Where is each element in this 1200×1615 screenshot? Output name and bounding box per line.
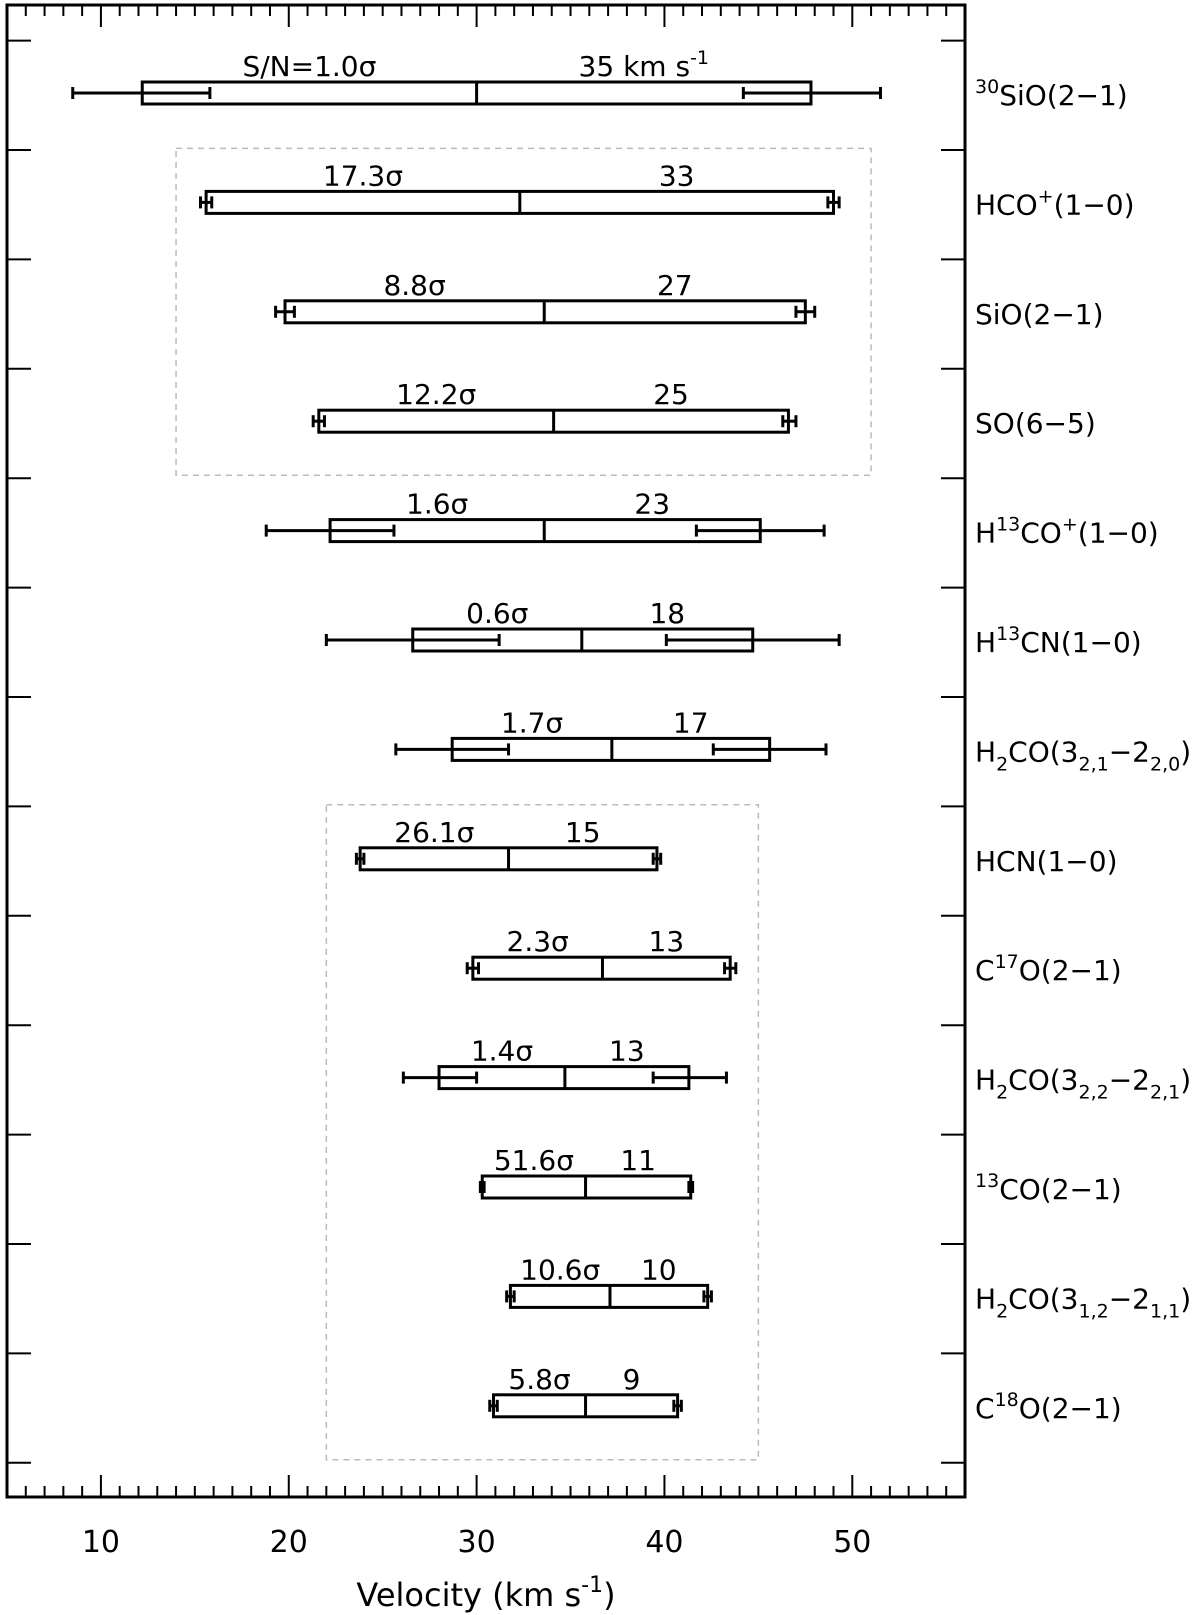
line-name-label: $H^{13}CN(1-0)$ [975, 623, 1142, 659]
line-name-label: $C^{18}O(2-1)$ [975, 1388, 1122, 1425]
width-label: 27 [656, 268, 693, 302]
width-label: 11 [620, 1144, 656, 1177]
x-tick-label: 20 [269, 1525, 308, 1560]
line-name-label: $H_2CO(3_{1,2}-2_{1,1})$ [975, 1282, 1192, 1323]
snr-label: 8.8σ [383, 268, 446, 302]
row-9 [403, 1035, 726, 1089]
row-11 [507, 1253, 712, 1307]
group-dashed-box [326, 805, 758, 1460]
width-label: 15 [564, 815, 601, 849]
snr-label: 0.6σ [466, 597, 529, 630]
snr-label: S/N=1.0σ [242, 50, 377, 83]
line-name-label: $^{13}$CO(2−1) [975, 1170, 1122, 1206]
width-label: 10 [640, 1253, 677, 1287]
line-name-label: $H_2CO(3_{2,2}-2_{2,1})$ [975, 1063, 1192, 1104]
row-5 [326, 597, 839, 651]
row-3 [313, 378, 796, 432]
row-7 [356, 816, 660, 870]
snr-label: 26.1σ [394, 815, 475, 849]
x-tick-label: 50 [833, 1525, 872, 1560]
x-axis-label: Velocity (km $s^{-1}$) [356, 1573, 616, 1614]
width-label: 9 [622, 1362, 641, 1396]
x-tick-labels [82, 1525, 872, 1560]
snr-label: 1.7σ [500, 706, 564, 740]
x-tick-label: 30 [457, 1525, 496, 1560]
row-4 [266, 488, 824, 542]
width-label: 25 [653, 378, 689, 412]
x-tick-label: 40 [645, 1525, 684, 1560]
line-labels [975, 76, 1191, 1425]
x-tick-label: 10 [81, 1525, 121, 1560]
line-name-label: $H_2CO(3_{2,1}-2_{2,0})$ [975, 735, 1192, 776]
row-8 [467, 925, 736, 979]
data-rows [73, 47, 881, 1417]
width-label: 18 [649, 597, 686, 630]
row-2 [276, 269, 815, 323]
line-name-label: HCO+(1−0) [975, 185, 1135, 222]
snr-label: 10.6σ [520, 1253, 601, 1287]
width-label: 23 [634, 487, 671, 521]
snr-label: 5.8σ [508, 1362, 571, 1396]
width-label: 33 [658, 159, 695, 193]
snr-label: 12.2σ [396, 378, 477, 412]
snr-label: 51.6σ [493, 1144, 574, 1177]
line-name-label: SiO(2−1) [975, 297, 1104, 331]
width-label: 17 [672, 706, 709, 740]
row-1 [200, 159, 839, 213]
width-label: 13 [609, 1034, 645, 1068]
line-name-label: HCN(1−0) [975, 844, 1118, 878]
line-name-label: $C^{17}O(2-1)$ [975, 951, 1122, 988]
snr-label: 1.4σ [470, 1034, 534, 1068]
width-label: 13 [648, 925, 685, 959]
width-label: 35 km $s^{-1}$ [578, 47, 710, 83]
line-name-label: $H^{13}CO^+(1-0)$ [975, 513, 1159, 550]
row-6 [396, 706, 826, 760]
snr-label: 17.3σ [322, 159, 404, 193]
row-0 [73, 47, 881, 104]
snr-label: 2.3σ [506, 925, 569, 959]
row-10 [480, 1144, 692, 1198]
row-12 [490, 1363, 682, 1417]
line-name-label: SO(6−5) [975, 407, 1096, 441]
snr-label: 1.6σ [406, 487, 469, 521]
line-name-label: $^{30}$SiO(2−1) [975, 76, 1128, 112]
